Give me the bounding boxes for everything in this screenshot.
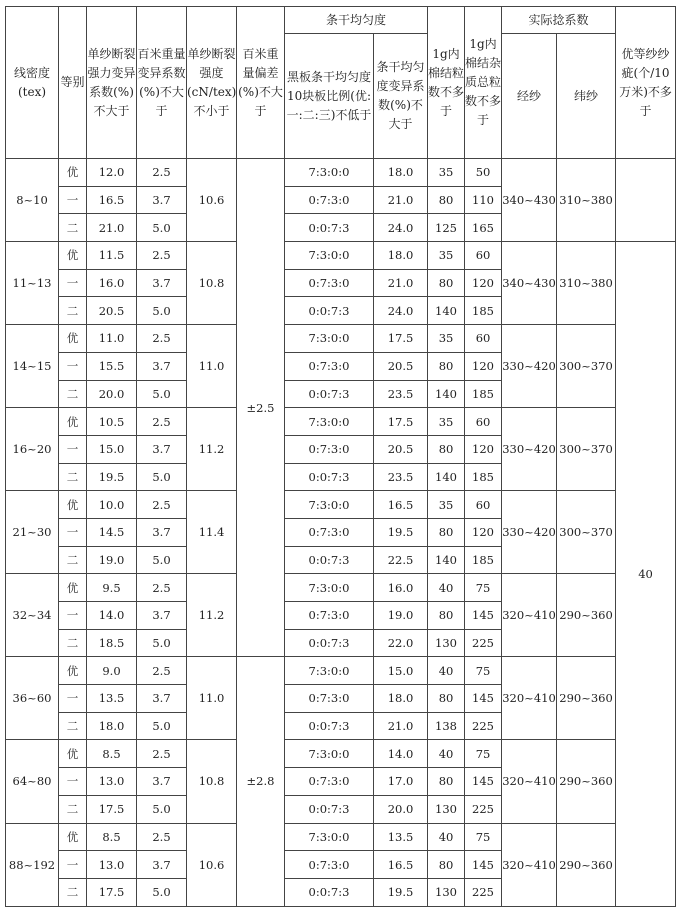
evenness-cv-cell: 20.0: [374, 795, 428, 823]
cv-strength-cell: 9.0: [87, 657, 137, 685]
neps-cell: 80: [428, 435, 465, 463]
neps-total-cell: 185: [465, 546, 502, 574]
neps-total-cell: 75: [465, 657, 502, 685]
grade-cell: 一: [59, 851, 87, 879]
grade-cell: 优: [59, 408, 87, 436]
neps-cell: 125: [428, 214, 465, 242]
table-body: [6, 159, 676, 907]
cv-strength-cell: 20.5: [87, 297, 137, 325]
grade-cell: 优: [59, 823, 87, 851]
warp-twist-cell: 340~430: [502, 242, 557, 325]
tenacity-cell: 11.4: [187, 491, 237, 574]
neps-cell: 40: [428, 657, 465, 685]
cv-weight-cell: 2.5: [137, 159, 187, 187]
warp-twist-cell: 320~410: [502, 740, 557, 823]
evenness-cv-cell: 15.0: [374, 657, 428, 685]
cv-strength-cell: 16.5: [87, 186, 137, 214]
evenness-cv-cell: 20.5: [374, 352, 428, 380]
grade-cell: 二: [59, 463, 87, 491]
board-ratio-cell: 0:7:3:0: [285, 435, 374, 463]
cv-weight-cell: 5.0: [137, 463, 187, 491]
grade-cell: 优: [59, 325, 87, 353]
cv-strength-cell: 11.0: [87, 325, 137, 353]
table-row: [6, 159, 676, 187]
grade-cell: 一: [59, 269, 87, 297]
neps-total-cell: 75: [465, 574, 502, 602]
grade-cell: 优: [59, 159, 87, 187]
grade-cell: 二: [59, 629, 87, 657]
header-warp: 经纱: [502, 34, 557, 159]
header-cv-strength: 单纱断裂强力变异系数(%)不大于: [87, 7, 137, 159]
evenness-cv-cell: 16.5: [374, 491, 428, 519]
header-grade: 等别: [59, 7, 87, 159]
cv-weight-cell: 2.5: [137, 657, 187, 685]
neps-cell: 80: [428, 685, 465, 713]
weight-dev-cell: ±2.5: [237, 159, 285, 657]
evenness-cv-cell: 16.0: [374, 574, 428, 602]
header-evenness-group: 条干均匀度: [285, 7, 428, 34]
density-cell: 88~192: [6, 823, 59, 906]
neps-cell: 40: [428, 740, 465, 768]
board-ratio-cell: 7:3:0:0: [285, 823, 374, 851]
evenness-cv-cell: 18.0: [374, 242, 428, 270]
board-ratio-cell: 0:0:7:3: [285, 878, 374, 906]
evenness-cv-cell: 17.5: [374, 325, 428, 353]
evenness-cv-cell: 19.5: [374, 518, 428, 546]
tenacity-cell: 11.0: [187, 657, 237, 740]
board-ratio-cell: 7:3:0:0: [285, 491, 374, 519]
warp-twist-cell: 330~420: [502, 408, 557, 491]
tenacity-cell: 10.6: [187, 159, 237, 242]
grade-cell: 一: [59, 602, 87, 630]
tenacity-cell: 10.8: [187, 242, 237, 325]
neps-cell: 80: [428, 602, 465, 630]
grade-cell: 二: [59, 712, 87, 740]
cv-strength-cell: 19.5: [87, 463, 137, 491]
density-cell: 16~20: [6, 408, 59, 491]
neps-total-cell: 120: [465, 518, 502, 546]
evenness-cv-cell: 19.5: [374, 878, 428, 906]
grade-cell: 优: [59, 242, 87, 270]
cv-strength-cell: 13.5: [87, 685, 137, 713]
warp-twist-cell: 320~410: [502, 657, 557, 740]
cv-strength-cell: 20.0: [87, 380, 137, 408]
cv-weight-cell: 5.0: [137, 878, 187, 906]
neps-total-cell: 225: [465, 712, 502, 740]
header-evenness-cv: 条干均匀度变异系数(%)不大于: [374, 34, 428, 159]
density-cell: 11~13: [6, 242, 59, 325]
board-ratio-cell: 0:7:3:0: [285, 352, 374, 380]
neps-total-cell: 145: [465, 768, 502, 796]
board-ratio-cell: 0:7:3:0: [285, 602, 374, 630]
cv-strength-cell: 10.0: [87, 491, 137, 519]
neps-total-cell: 185: [465, 380, 502, 408]
weft-twist-cell: 290~360: [557, 574, 616, 657]
board-ratio-cell: 0:0:7:3: [285, 297, 374, 325]
density-cell: 8~10: [6, 159, 59, 242]
neps-total-cell: 60: [465, 242, 502, 270]
board-ratio-cell: 7:3:0:0: [285, 740, 374, 768]
header-neps: 1g内棉结粒数不多于: [428, 7, 465, 159]
cv-weight-cell: 3.7: [137, 186, 187, 214]
grade-cell: 优: [59, 491, 87, 519]
neps-cell: 138: [428, 712, 465, 740]
cv-strength-cell: 18.0: [87, 712, 137, 740]
density-cell: 36~60: [6, 657, 59, 740]
cv-weight-cell: 5.0: [137, 214, 187, 242]
evenness-cv-cell: 21.0: [374, 186, 428, 214]
slub-cell-top: [616, 159, 676, 242]
board-ratio-cell: 0:0:7:3: [285, 380, 374, 408]
header-weft: 纬纱: [557, 34, 616, 159]
neps-cell: 40: [428, 823, 465, 851]
neps-total-cell: 165: [465, 214, 502, 242]
weft-twist-cell: 310~380: [557, 159, 616, 242]
evenness-cv-cell: 16.5: [374, 851, 428, 879]
weft-twist-cell: 310~380: [557, 242, 616, 325]
cv-strength-cell: 15.0: [87, 435, 137, 463]
neps-total-cell: 60: [465, 408, 502, 436]
neps-total-cell: 225: [465, 629, 502, 657]
grade-cell: 二: [59, 546, 87, 574]
cv-weight-cell: 5.0: [137, 380, 187, 408]
header-neps-total: 1g内棉结杂质总粒数不多于: [465, 7, 502, 159]
evenness-cv-cell: 21.0: [374, 712, 428, 740]
table-row: [6, 740, 676, 768]
warp-twist-cell: 330~420: [502, 325, 557, 408]
evenness-cv-cell: 18.0: [374, 685, 428, 713]
evenness-cv-cell: 23.5: [374, 463, 428, 491]
density-cell: 21~30: [6, 491, 59, 574]
warp-twist-cell: 320~410: [502, 574, 557, 657]
cv-weight-cell: 3.7: [137, 768, 187, 796]
evenness-cv-cell: 14.0: [374, 740, 428, 768]
tenacity-cell: 10.8: [187, 740, 237, 823]
neps-total-cell: 185: [465, 463, 502, 491]
board-ratio-cell: 7:3:0:0: [285, 325, 374, 353]
board-ratio-cell: 0:0:7:3: [285, 712, 374, 740]
neps-cell: 80: [428, 851, 465, 879]
header-twist-group: 实际捻系数: [502, 7, 616, 34]
weft-twist-cell: 300~370: [557, 491, 616, 574]
neps-cell: 35: [428, 325, 465, 353]
table-row: [6, 242, 676, 270]
header-density: 线密度(tex): [6, 7, 59, 159]
grade-cell: 二: [59, 380, 87, 408]
neps-cell: 130: [428, 878, 465, 906]
neps-cell: 80: [428, 518, 465, 546]
cv-strength-cell: 8.5: [87, 823, 137, 851]
cv-strength-cell: 21.0: [87, 214, 137, 242]
grade-cell: 优: [59, 657, 87, 685]
cv-weight-cell: 2.5: [137, 574, 187, 602]
board-ratio-cell: 7:3:0:0: [285, 574, 374, 602]
evenness-cv-cell: 22.0: [374, 629, 428, 657]
evenness-cv-cell: 17.0: [374, 768, 428, 796]
table-row: [6, 325, 676, 353]
neps-cell: 140: [428, 297, 465, 325]
table-row: [6, 823, 676, 851]
cv-weight-cell: 2.5: [137, 242, 187, 270]
cv-weight-cell: 5.0: [137, 629, 187, 657]
cv-strength-cell: 12.0: [87, 159, 137, 187]
warp-twist-cell: 320~410: [502, 823, 557, 906]
tenacity-cell: 10.6: [187, 823, 237, 906]
evenness-cv-cell: 24.0: [374, 214, 428, 242]
neps-cell: 130: [428, 629, 465, 657]
cv-weight-cell: 3.7: [137, 602, 187, 630]
neps-cell: 35: [428, 159, 465, 187]
evenness-cv-cell: 21.0: [374, 269, 428, 297]
table-row: [6, 657, 676, 685]
header-cv-weight: 百米重量变异系数(%)不大于: [137, 7, 187, 159]
grade-cell: 二: [59, 214, 87, 242]
evenness-cv-cell: 17.5: [374, 408, 428, 436]
density-cell: 32~34: [6, 574, 59, 657]
neps-total-cell: 225: [465, 878, 502, 906]
grade-cell: 优: [59, 740, 87, 768]
slub-cell: 40: [616, 242, 676, 907]
neps-cell: 80: [428, 186, 465, 214]
yarn-quality-table: [5, 6, 676, 907]
cv-weight-cell: 5.0: [137, 795, 187, 823]
board-ratio-cell: 0:0:7:3: [285, 546, 374, 574]
board-ratio-cell: 0:7:3:0: [285, 851, 374, 879]
cv-strength-cell: 16.0: [87, 269, 137, 297]
weft-twist-cell: 290~360: [557, 740, 616, 823]
neps-total-cell: 120: [465, 352, 502, 380]
neps-cell: 40: [428, 574, 465, 602]
grade-cell: 二: [59, 795, 87, 823]
grade-cell: 一: [59, 352, 87, 380]
density-cell: 14~15: [6, 325, 59, 408]
header-tenacity: 单纱断裂强度(cN/tex)不小于: [187, 7, 237, 159]
grade-cell: 二: [59, 297, 87, 325]
neps-cell: 35: [428, 242, 465, 270]
weight-dev-cell: ±2.8: [237, 657, 285, 906]
table-row: [6, 574, 676, 602]
cv-strength-cell: 14.5: [87, 518, 137, 546]
cv-strength-cell: 18.5: [87, 629, 137, 657]
table-row: [6, 491, 676, 519]
tenacity-cell: 11.2: [187, 574, 237, 657]
neps-cell: 80: [428, 269, 465, 297]
cv-strength-cell: 9.5: [87, 574, 137, 602]
neps-cell: 80: [428, 768, 465, 796]
neps-total-cell: 185: [465, 297, 502, 325]
neps-total-cell: 145: [465, 851, 502, 879]
cv-strength-cell: 10.5: [87, 408, 137, 436]
neps-total-cell: 50: [465, 159, 502, 187]
cv-weight-cell: 5.0: [137, 546, 187, 574]
grade-cell: 优: [59, 574, 87, 602]
cv-strength-cell: 17.5: [87, 878, 137, 906]
cv-strength-cell: 17.5: [87, 795, 137, 823]
board-ratio-cell: 7:3:0:0: [285, 657, 374, 685]
evenness-cv-cell: 20.5: [374, 435, 428, 463]
table-row: [6, 408, 676, 436]
cv-weight-cell: 2.5: [137, 408, 187, 436]
neps-cell: 130: [428, 795, 465, 823]
neps-total-cell: 120: [465, 269, 502, 297]
board-ratio-cell: 0:7:3:0: [285, 186, 374, 214]
cv-weight-cell: 3.7: [137, 851, 187, 879]
neps-total-cell: 110: [465, 186, 502, 214]
neps-total-cell: 75: [465, 740, 502, 768]
neps-total-cell: 60: [465, 325, 502, 353]
cv-strength-cell: 14.0: [87, 602, 137, 630]
tenacity-cell: 11.2: [187, 408, 237, 491]
neps-total-cell: 120: [465, 435, 502, 463]
cv-weight-cell: 3.7: [137, 435, 187, 463]
tenacity-cell: 11.0: [187, 325, 237, 408]
cv-strength-cell: 13.0: [87, 851, 137, 879]
weft-twist-cell: 290~360: [557, 657, 616, 740]
neps-total-cell: 145: [465, 685, 502, 713]
evenness-cv-cell: 23.5: [374, 380, 428, 408]
header-slub: 优等纱纱疵(个/10万米)不多于: [616, 7, 676, 159]
neps-cell: 140: [428, 463, 465, 491]
evenness-cv-cell: 22.5: [374, 546, 428, 574]
grade-cell: 一: [59, 518, 87, 546]
neps-total-cell: 60: [465, 491, 502, 519]
cv-weight-cell: 2.5: [137, 325, 187, 353]
board-ratio-cell: 0:0:7:3: [285, 795, 374, 823]
neps-total-cell: 225: [465, 795, 502, 823]
board-ratio-cell: 7:3:0:0: [285, 242, 374, 270]
board-ratio-cell: 0:7:3:0: [285, 269, 374, 297]
evenness-cv-cell: 18.0: [374, 159, 428, 187]
header-weight-dev: 百米重量偏差(%)不大于: [237, 7, 285, 159]
cv-weight-cell: 3.7: [137, 269, 187, 297]
neps-cell: 35: [428, 408, 465, 436]
cv-strength-cell: 8.5: [87, 740, 137, 768]
cv-strength-cell: 19.0: [87, 546, 137, 574]
grade-cell: 一: [59, 435, 87, 463]
neps-cell: 140: [428, 380, 465, 408]
grade-cell: 二: [59, 878, 87, 906]
neps-total-cell: 75: [465, 823, 502, 851]
cv-strength-cell: 15.5: [87, 352, 137, 380]
neps-cell: 80: [428, 352, 465, 380]
cv-weight-cell: 5.0: [137, 712, 187, 740]
cv-weight-cell: 3.7: [137, 352, 187, 380]
cv-weight-cell: 3.7: [137, 685, 187, 713]
grade-cell: 一: [59, 768, 87, 796]
cv-weight-cell: 2.5: [137, 740, 187, 768]
board-ratio-cell: 0:7:3:0: [285, 518, 374, 546]
board-ratio-cell: 7:3:0:0: [285, 159, 374, 187]
board-ratio-cell: 0:0:7:3: [285, 629, 374, 657]
density-cell: 64~80: [6, 740, 59, 823]
cv-weight-cell: 5.0: [137, 297, 187, 325]
evenness-cv-cell: 19.0: [374, 602, 428, 630]
grade-cell: 一: [59, 186, 87, 214]
board-ratio-cell: 0:7:3:0: [285, 768, 374, 796]
evenness-cv-cell: 13.5: [374, 823, 428, 851]
cv-weight-cell: 3.7: [137, 518, 187, 546]
cv-strength-cell: 13.0: [87, 768, 137, 796]
board-ratio-cell: 7:3:0:0: [285, 408, 374, 436]
weft-twist-cell: 300~370: [557, 325, 616, 408]
cv-strength-cell: 11.5: [87, 242, 137, 270]
board-ratio-cell: 0:0:7:3: [285, 214, 374, 242]
header-board-ratio: 黑板条干均匀度10块板比例(优:一:二:三)不低于: [285, 34, 374, 159]
board-ratio-cell: 0:7:3:0: [285, 685, 374, 713]
neps-cell: 35: [428, 491, 465, 519]
neps-total-cell: 145: [465, 602, 502, 630]
neps-cell: 140: [428, 546, 465, 574]
cv-weight-cell: 2.5: [137, 491, 187, 519]
grade-cell: 一: [59, 685, 87, 713]
weft-twist-cell: 300~370: [557, 408, 616, 491]
cv-weight-cell: 2.5: [137, 823, 187, 851]
warp-twist-cell: 330~420: [502, 491, 557, 574]
warp-twist-cell: 340~430: [502, 159, 557, 242]
board-ratio-cell: 0:0:7:3: [285, 463, 374, 491]
weft-twist-cell: 290~360: [557, 823, 616, 906]
evenness-cv-cell: 24.0: [374, 297, 428, 325]
